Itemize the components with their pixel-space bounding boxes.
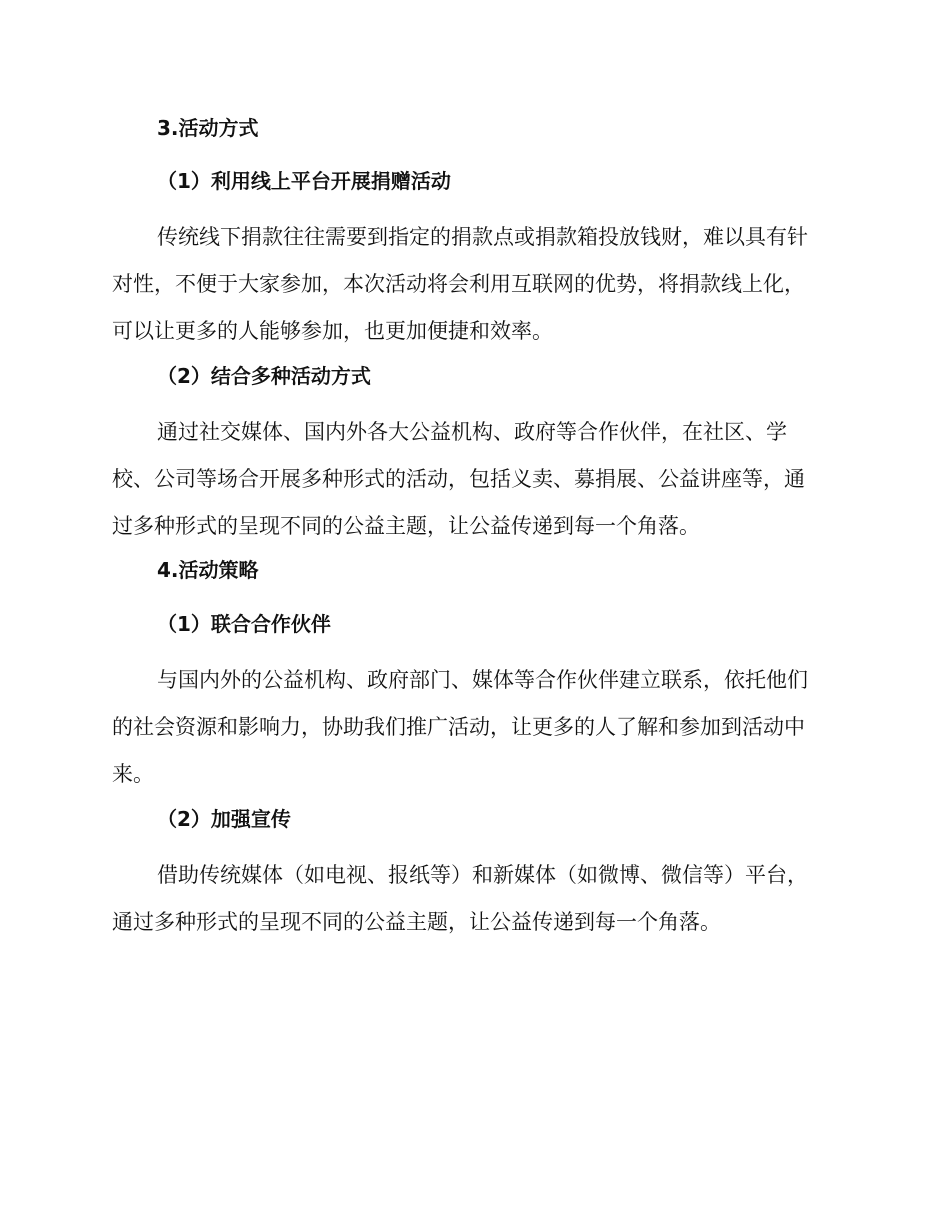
subsection-title: （2）加强宣传 bbox=[157, 807, 291, 831]
paragraph-line: 可以让更多的人能够参加，也更加便捷和效率。 bbox=[112, 319, 553, 343]
section-heading: 3.活动方式 bbox=[157, 116, 259, 140]
paragraph-line: 对性，不便于大家参加，本次活动将会利用互联网的优势，将捐款线上化， bbox=[112, 272, 805, 296]
paragraph bbox=[112, 214, 840, 355]
paragraph-line: 校、公司等场合开展多种形式的活动，包括义卖、募捐展、公益讲座等，通 bbox=[112, 467, 805, 491]
paragraph-line: 借助传统媒体（如电视、报纸等）和新媒体（如微博、微信等）平台， bbox=[157, 863, 808, 887]
paragraph-line: 通过多种形式的呈现不同的公益主题，让公益传递到每一个角落。 bbox=[112, 910, 721, 934]
paragraph bbox=[112, 409, 840, 550]
subsection-title: （2）结合多种活动方式 bbox=[157, 364, 371, 388]
paragraph bbox=[112, 657, 840, 798]
subsection-title: （1）联合合作伙伴 bbox=[157, 612, 331, 636]
paragraph-line: 来。 bbox=[112, 762, 154, 786]
paragraph-line: 通过社交媒体、国内外各大公益机构、政府等合作伙伴，在社区、学 bbox=[157, 420, 787, 444]
paragraph bbox=[112, 852, 840, 946]
subsection-title: （1）利用线上平台开展捐赠活动 bbox=[157, 169, 451, 193]
paragraph-line: 传统线下捐款往往需要到指定的捐款点或捐款箱投放钱财，难以具有针 bbox=[157, 225, 808, 249]
paragraph-line: 与国内外的公益机构、政府部门、媒体等合作伙伴建立联系，依托他们 bbox=[157, 668, 808, 692]
paragraph-line: 的社会资源和影响力，协助我们推广活动，让更多的人了解和参加到活动中 bbox=[112, 715, 805, 739]
paragraph-line: 过多种形式的呈现不同的公益主题，让公益传递到每一个角落。 bbox=[112, 514, 700, 538]
section-heading: 4.活动策略 bbox=[157, 558, 259, 582]
